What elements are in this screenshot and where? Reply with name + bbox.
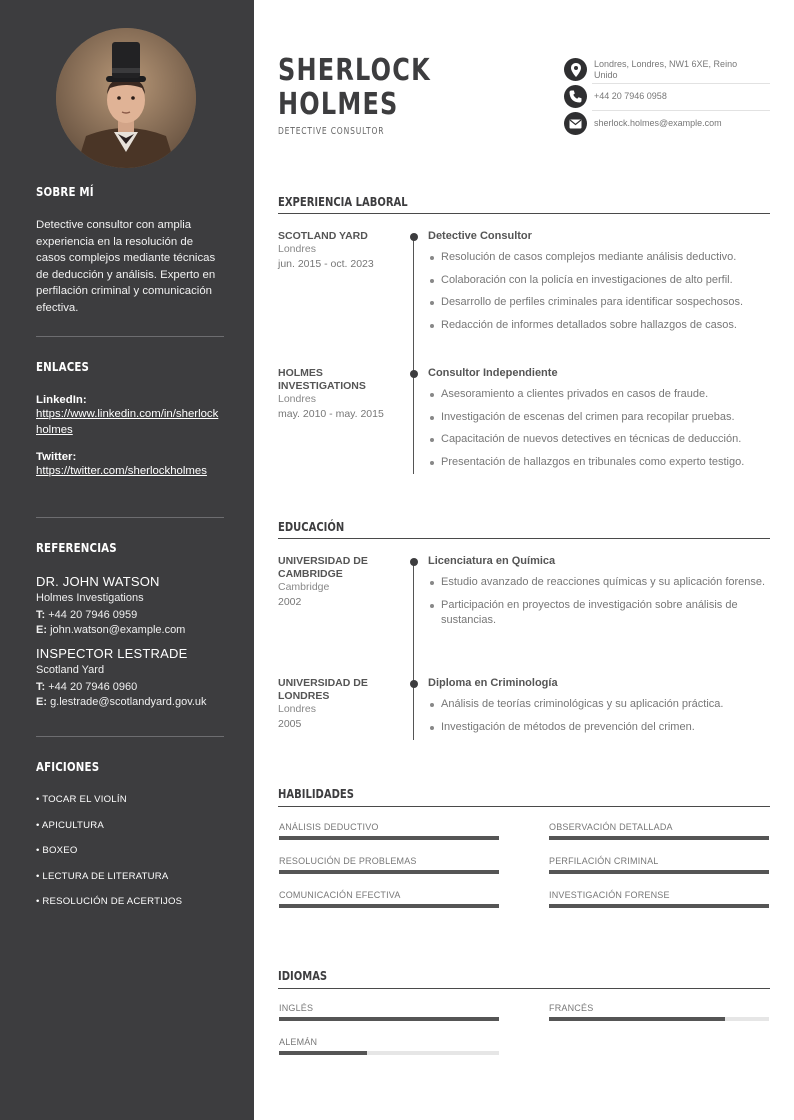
email-text: sherlock.holmes@example.com bbox=[594, 118, 722, 128]
sidebar bbox=[0, 0, 254, 1120]
entry-bullet: Participación en proyectos de investigación sobre análisis de sustancias. bbox=[428, 598, 770, 628]
location-pin-icon bbox=[564, 58, 587, 81]
hobby-item: • RESOLUCIÓN DE ACERTIJOS bbox=[36, 896, 183, 907]
language-item bbox=[549, 1003, 769, 1021]
reference-org: Scotland Yard bbox=[36, 664, 105, 676]
entry-location: Londres bbox=[278, 703, 316, 715]
skill-bar bbox=[549, 836, 769, 840]
about-title: SOBRE MÍ bbox=[36, 184, 94, 199]
entry-bullet: Colaboración con la policía en investigaciones de alto perfil. bbox=[428, 273, 770, 288]
entry-org: SCOTLAND YARD bbox=[278, 230, 368, 242]
entry-location: Cambridge bbox=[278, 581, 330, 593]
contact-phone bbox=[564, 85, 770, 108]
skill-bar-fill bbox=[279, 870, 499, 874]
entry-bullet: Asesoramiento a clientes privados en casos de fraude. bbox=[428, 387, 770, 402]
language-bar-fill bbox=[549, 1017, 725, 1021]
linkedin-url[interactable]: https://www.linkedin.com/in/sherlockholmes bbox=[36, 408, 219, 436]
entry-bullet: Estudio avanzado de reacciones químicas y su aplicación forense. bbox=[428, 575, 770, 590]
skill-bar bbox=[549, 904, 769, 908]
sidebar-divider bbox=[36, 336, 224, 337]
timeline-line bbox=[413, 236, 414, 474]
phone-label: T: bbox=[36, 681, 46, 693]
links-title: ENLACES bbox=[36, 359, 90, 374]
reference-phone: +44 20 7946 0959 bbox=[48, 609, 138, 621]
skill-label: OBSERVACIÓN DETALLADA bbox=[549, 822, 673, 832]
timeline-dot bbox=[410, 233, 418, 241]
language-bar bbox=[279, 1017, 499, 1021]
reference-name: INSPECTOR LESTRADE bbox=[36, 646, 188, 661]
phone-text: +44 20 7946 0958 bbox=[594, 91, 667, 101]
entry-bullet: Resolución de casos complejos mediante análisis deductivo. bbox=[428, 250, 770, 265]
skill-item bbox=[279, 856, 499, 874]
skill-label: PERFILACIÓN CRIMINAL bbox=[549, 856, 659, 866]
reference-item bbox=[36, 646, 224, 708]
section-rule bbox=[278, 213, 770, 214]
address-text: Londres, Londres, NW1 6XE, Reino Unido bbox=[594, 58, 738, 80]
sidebar-divider bbox=[36, 736, 224, 737]
languages-title: IDIOMAS bbox=[278, 968, 328, 983]
links-section bbox=[36, 359, 224, 480]
section-rule bbox=[278, 806, 770, 807]
references-title: REFERENCIAS bbox=[36, 540, 117, 555]
entry-dates: jun. 2015 - oct. 2023 bbox=[278, 257, 374, 270]
hobby-item: • BOXEO bbox=[36, 845, 78, 856]
phone-label: T: bbox=[36, 609, 46, 621]
entry-role: Detective Consultor bbox=[428, 230, 532, 242]
hobby-item: • TOCAR EL VIOLÍN bbox=[36, 794, 127, 805]
phone-icon bbox=[564, 85, 587, 108]
reference-phone-line bbox=[36, 609, 224, 621]
skill-bar bbox=[549, 870, 769, 874]
language-bar-fill bbox=[279, 1017, 499, 1021]
timeline-dot bbox=[410, 370, 418, 378]
entry-dates: 2005 bbox=[278, 717, 302, 730]
entry-org: UNIVERSIDAD DE CAMBRIDGE bbox=[278, 555, 368, 580]
skill-bar-fill bbox=[549, 904, 769, 908]
skill-label: ANÁLISIS DEDUCTIVO bbox=[279, 822, 379, 832]
profile-photo bbox=[56, 28, 196, 168]
reference-email-line bbox=[36, 624, 224, 636]
language-bar-fill bbox=[279, 1051, 367, 1055]
skill-label: COMUNICACIÓN EFECTIVA bbox=[279, 890, 401, 900]
timeline-dot bbox=[410, 680, 418, 688]
skill-bar-fill bbox=[279, 904, 499, 908]
language-bar bbox=[279, 1051, 499, 1055]
entry-dates: 2002 bbox=[278, 595, 302, 608]
hobbies-section bbox=[36, 759, 224, 922]
language-item bbox=[279, 1037, 499, 1055]
skill-item bbox=[279, 822, 499, 840]
full-name bbox=[278, 54, 431, 122]
entry-bullet: Investigación de escenas del crimen para recopilar pruebas. bbox=[428, 410, 770, 425]
first-name: SHERLOCK bbox=[278, 53, 431, 88]
about-section bbox=[36, 184, 224, 316]
entry-role: Diploma en Criminología bbox=[428, 677, 558, 689]
reference-item bbox=[36, 574, 224, 636]
email-label: E: bbox=[36, 696, 47, 708]
entry-bullet: Investigación de métodos de prevención del crimen. bbox=[428, 720, 770, 735]
skills-title: HABILIDADES bbox=[278, 786, 354, 801]
reference-phone: +44 20 7946 0960 bbox=[48, 681, 138, 693]
contact-email bbox=[564, 112, 770, 135]
hobbies-title: AFICIONES bbox=[36, 759, 100, 774]
skill-bar bbox=[279, 870, 499, 874]
timeline-dot bbox=[410, 558, 418, 566]
language-label: ALEMÁN bbox=[279, 1037, 318, 1047]
entry-bullet: Capacitación de nuevos detectives en técnicas de deducción. bbox=[428, 432, 770, 447]
skill-label: RESOLUCIÓN DE PROBLEMAS bbox=[279, 856, 417, 866]
reference-email-line bbox=[36, 696, 224, 708]
entry-location: Londres bbox=[278, 393, 316, 405]
skill-bar bbox=[279, 836, 499, 840]
language-item bbox=[279, 1003, 499, 1021]
references-section bbox=[36, 540, 224, 708]
last-name: HOLMES bbox=[278, 87, 399, 122]
entry-bullet: Redacción de informes detallados sobre hallazgos de casos. bbox=[428, 318, 770, 333]
reference-email: john.watson@example.com bbox=[50, 624, 186, 636]
contact-address bbox=[564, 58, 770, 81]
mail-icon bbox=[564, 112, 587, 135]
language-label: FRANCÉS bbox=[549, 1003, 594, 1013]
education-title: EDUCACIÓN bbox=[278, 519, 345, 534]
skill-bar-fill bbox=[279, 836, 499, 840]
skill-item bbox=[549, 822, 769, 840]
link-twitter bbox=[36, 451, 224, 480]
experience-title: EXPERIENCIA LABORAL bbox=[278, 194, 408, 209]
twitter-url[interactable]: https://twitter.com/sherlockholmes bbox=[36, 465, 207, 477]
timeline-line bbox=[413, 561, 414, 740]
entry-role: Licenciatura en Química bbox=[428, 555, 556, 567]
sidebar-divider bbox=[36, 517, 224, 518]
reference-org: Holmes Investigations bbox=[36, 592, 144, 604]
linkedin-label: LinkedIn: bbox=[36, 394, 87, 406]
link-linkedin bbox=[36, 394, 224, 438]
job-title: DETECTIVE CONSULTOR bbox=[278, 126, 385, 137]
contact-divider bbox=[592, 83, 770, 84]
entry-bullet: Presentación de hallazgos en tribunales como experto testigo. bbox=[428, 455, 770, 470]
language-bar bbox=[549, 1017, 769, 1021]
entry-bullet: Análisis de teorías criminológicas y su aplicación práctica. bbox=[428, 697, 770, 712]
contact-divider bbox=[592, 110, 770, 111]
email-label: E: bbox=[36, 624, 47, 636]
reference-name: DR. JOHN WATSON bbox=[36, 574, 160, 589]
entry-org: HOLMES INVESTIGATIONS bbox=[278, 367, 366, 392]
skill-bar-fill bbox=[549, 870, 769, 874]
twitter-label: Twitter: bbox=[36, 451, 77, 463]
entry-dates: may. 2010 - may. 2015 bbox=[278, 407, 384, 420]
skill-label: INVESTIGACIÓN FORENSE bbox=[549, 890, 670, 900]
reference-phone-line bbox=[36, 681, 224, 693]
language-label: INGLÉS bbox=[279, 1003, 314, 1013]
skill-item bbox=[279, 890, 499, 908]
entry-bullet: Desarrollo de perfiles criminales para identificar sospechosos. bbox=[428, 295, 770, 310]
section-rule bbox=[278, 988, 770, 989]
skill-item bbox=[549, 856, 769, 874]
reference-email: g.lestrade@scotlandyard.gov.uk bbox=[50, 696, 207, 708]
entry-org: UNIVERSIDAD DE LONDRES bbox=[278, 677, 368, 702]
hobby-item: • LECTURA DE LITERATURA bbox=[36, 870, 169, 882]
skill-bar bbox=[279, 904, 499, 908]
section-rule bbox=[278, 538, 770, 539]
entry-role: Consultor Independiente bbox=[428, 367, 558, 379]
skill-bar-fill bbox=[549, 836, 769, 840]
entry-location: Londres bbox=[278, 243, 316, 255]
about-text: Detective consultor con amplia experiencia en la resolución de casos complejos mediante técnicas de deducción y análisis. Experto en perfilación criminal y comunicación efectiva. bbox=[36, 219, 216, 314]
hobby-item: • APICULTURA bbox=[36, 819, 104, 831]
skill-item bbox=[549, 890, 769, 908]
